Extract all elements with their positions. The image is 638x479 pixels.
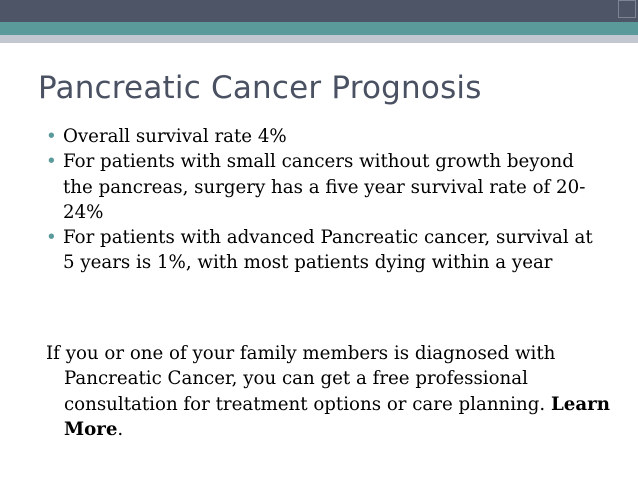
slide-title: Pancreatic Cancer Prognosis <box>38 70 482 106</box>
bullet-text: For patients with small cancers without growth beyond the pancreas, surgery has a five year survival rate of 20-24% <box>63 151 586 223</box>
bullet-item <box>46 149 606 225</box>
bullet-item <box>46 124 606 149</box>
header-band-gray <box>0 35 638 43</box>
learn-more-link[interactable]: Learn More <box>64 393 610 440</box>
bullet-item <box>46 225 606 276</box>
consultation-text: If you or one of your family members is diagnosed with Pancreatic Cancer, you can get a free professional consultation for treatment options or care planning. <box>46 343 556 415</box>
consultation-paragraph <box>46 341 624 442</box>
header-band-dark <box>0 0 638 22</box>
bullet-text: Overall survival rate 4% <box>63 126 287 147</box>
corner-square-decoration <box>618 0 636 18</box>
paragraph-period: . <box>117 418 124 440</box>
bullet-icon: • <box>46 126 57 147</box>
bullet-text: For patients with advanced Pancreatic cancer, survival at 5 years is 1%, with most patients dying within a year <box>63 227 593 274</box>
bullet-list <box>46 124 606 276</box>
header-band-teal <box>0 22 638 35</box>
bullet-icon: • <box>46 227 57 249</box>
bullet-icon: • <box>46 151 57 173</box>
